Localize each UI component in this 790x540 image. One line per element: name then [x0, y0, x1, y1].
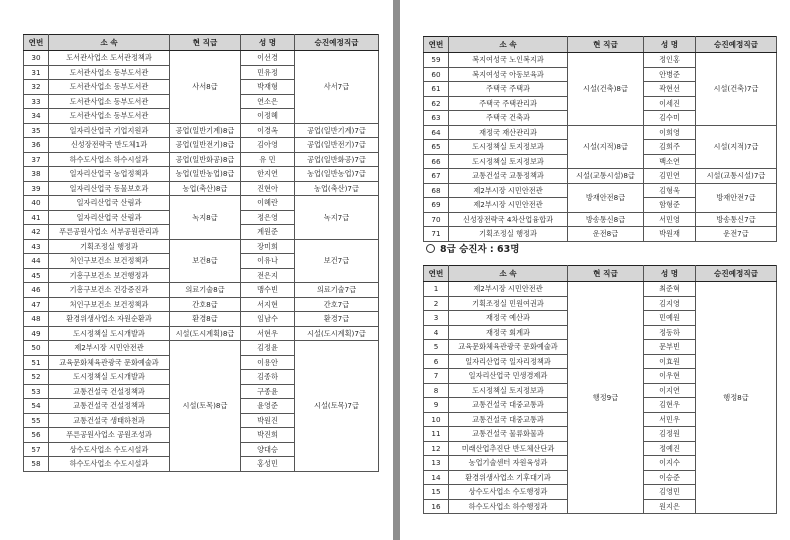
row-name: 진현아 — [241, 181, 295, 196]
target-grade-cell: 시설(교통시설)7급 — [696, 169, 777, 184]
row-name: 이지연 — [644, 383, 696, 398]
header-name: 성 명 — [241, 35, 295, 51]
target-grade-cell: 간호7급 — [295, 297, 379, 312]
row-department: 도서관사업소 동부도서관 — [49, 94, 170, 109]
table-row — [424, 212, 777, 227]
row-name: 김지영 — [644, 296, 696, 311]
row-department: 교육문화체육관광국 문화예술과 — [49, 355, 170, 370]
section-heading — [426, 241, 519, 255]
current-grade-cell: 공업(일반화공)8급 — [170, 152, 241, 167]
row-name: 최준혁 — [644, 282, 696, 297]
row-name: 안병준 — [644, 67, 696, 82]
row-department: 도시정책실 도시개발과 — [49, 370, 170, 385]
row-department: 일자리산업국 산림과 — [49, 210, 170, 225]
row-number: 48 — [24, 312, 49, 327]
section-title: 8급 승진자 : 63명 — [440, 244, 520, 255]
right-table — [423, 36, 777, 242]
row-name: 서현우 — [241, 326, 295, 341]
row-number: 64 — [424, 125, 449, 140]
target-grade-cell: 공업(일반기계)7급 — [295, 123, 379, 138]
header-name: 성 명 — [644, 266, 696, 282]
row-department: 주택국 주택과 — [449, 82, 568, 97]
row-number: 32 — [24, 80, 49, 95]
row-department: 도시정책실 토지정보과 — [449, 140, 568, 155]
row-department: 상수도사업소 수도시설과 — [49, 442, 170, 457]
current-grade-cell: 의료기술8급 — [170, 283, 241, 298]
table-row — [24, 152, 379, 167]
table-row — [24, 239, 379, 254]
current-grade-cell: 시설(토목)8급 — [170, 341, 241, 472]
table-row — [24, 341, 379, 356]
row-name: 이용안 — [241, 355, 295, 370]
row-name: 정은영 — [241, 210, 295, 225]
row-number: 6 — [424, 354, 449, 369]
row-number: 1 — [424, 282, 449, 297]
header-no: 연번 — [424, 37, 449, 53]
row-name: 김종하 — [241, 370, 295, 385]
row-department: 하수도사업소 하수행정과 — [449, 499, 568, 514]
row-department: 도서관사업소 동부도서관 — [49, 65, 170, 80]
row-department: 푸른공원사업소 서부공원관리과 — [49, 225, 170, 240]
row-name: 김정원 — [644, 427, 696, 442]
row-number: 30 — [24, 51, 49, 66]
current-grade-cell: 시설(건축)8급 — [568, 53, 644, 126]
row-number: 36 — [24, 138, 49, 153]
header-current-grade: 현 직급 — [170, 35, 241, 51]
current-grade-cell: 시설(지적)8급 — [568, 125, 644, 169]
row-department: 기획조정실 민원여권과 — [449, 296, 568, 311]
row-number: 58 — [24, 457, 49, 472]
target-grade-cell: 방송통신7급 — [696, 212, 777, 227]
table-row — [24, 123, 379, 138]
row-number: 40 — [24, 196, 49, 211]
row-number: 69 — [424, 198, 449, 213]
current-grade-cell: 농업(축산)8급 — [170, 181, 241, 196]
row-number: 41 — [24, 210, 49, 225]
row-name: 서지현 — [241, 297, 295, 312]
table-row — [424, 125, 777, 140]
row-department: 일자리산업국 민생경제과 — [449, 369, 568, 384]
row-number: 53 — [24, 384, 49, 399]
row-number: 51 — [24, 355, 49, 370]
row-number: 62 — [424, 96, 449, 111]
row-department: 처인구보건소 보건정책과 — [49, 254, 170, 269]
row-number: 49 — [24, 326, 49, 341]
row-name: 민예원 — [644, 311, 696, 326]
row-department: 교통건설국 생태하천과 — [49, 413, 170, 428]
row-name: 김형욱 — [644, 183, 696, 198]
row-name: 이지수 — [644, 456, 696, 471]
row-name: 한지연 — [241, 167, 295, 182]
row-name: 정인홍 — [644, 53, 696, 68]
header-target-grade: 승진예정직급 — [696, 37, 777, 53]
current-grade-cell: 사서8급 — [170, 51, 241, 124]
row-number: 35 — [24, 123, 49, 138]
target-grade-cell: 공업(일반전기)7급 — [295, 138, 379, 153]
row-department: 주택국 주택관리과 — [449, 96, 568, 111]
row-number: 9 — [424, 398, 449, 413]
table-row — [24, 283, 379, 298]
row-number: 16 — [424, 499, 449, 514]
row-number: 43 — [24, 239, 49, 254]
row-department: 교통건설국 대중교통과 — [449, 398, 568, 413]
current-grade-cell: 보건8급 — [170, 239, 241, 283]
row-department: 신성장전략국 반도체1과 — [49, 138, 170, 153]
row-name: 윤영준 — [241, 399, 295, 414]
row-department: 교통건설국 교통정책과 — [449, 169, 568, 184]
current-grade-cell: 시설(도시계획)8급 — [170, 326, 241, 341]
row-number: 65 — [424, 140, 449, 155]
row-name: 정예진 — [644, 441, 696, 456]
row-name: 이승준 — [644, 470, 696, 485]
row-department: 하수도사업소 수도시설과 — [49, 457, 170, 472]
header-no: 연번 — [24, 35, 49, 51]
row-department: 복지여성국 아동보육과 — [449, 67, 568, 82]
row-number: 33 — [24, 94, 49, 109]
row-name: 이유나 — [241, 254, 295, 269]
row-name: 이희영 — [644, 125, 696, 140]
row-number: 13 — [424, 456, 449, 471]
row-name: 장미희 — [241, 239, 295, 254]
row-number: 52 — [24, 370, 49, 385]
left-page — [0, 0, 393, 540]
table-row — [24, 51, 379, 66]
row-number: 14 — [424, 470, 449, 485]
row-department: 재정국 예산과 — [449, 311, 568, 326]
row-name: 김민연 — [644, 169, 696, 184]
row-number: 57 — [24, 442, 49, 457]
target-grade-cell: 농업(축산)7급 — [295, 181, 379, 196]
target-grade-cell: 녹지7급 — [295, 196, 379, 240]
row-name: 박재형 — [241, 80, 295, 95]
row-number: 46 — [24, 283, 49, 298]
row-department: 교육문화체육관광국 문화예술과 — [449, 340, 568, 355]
row-number: 60 — [424, 67, 449, 82]
current-grade-cell: 농업(일반농업)8급 — [170, 167, 241, 182]
header-current-grade: 현 직급 — [568, 266, 644, 282]
row-name: 백소연 — [644, 154, 696, 169]
row-department: 상수도사업소 수도행정과 — [449, 485, 568, 500]
row-number: 10 — [424, 412, 449, 427]
row-department: 교통건설국 물류화물과 — [449, 427, 568, 442]
row-name: 곽현선 — [644, 82, 696, 97]
row-department: 기흥구보건소 건강증진과 — [49, 283, 170, 298]
row-number: 68 — [424, 183, 449, 198]
row-name: 맹수빈 — [241, 283, 295, 298]
current-grade-cell: 공업(일반전기)8급 — [170, 138, 241, 153]
row-department: 제2부시장 시민안전관 — [49, 341, 170, 356]
target-grade-cell: 방재안전7급 — [696, 183, 777, 212]
row-department: 일자리산업국 기업지원과 — [49, 123, 170, 138]
grade8-table — [423, 265, 777, 514]
row-name: 전은지 — [241, 268, 295, 283]
row-number: 34 — [24, 109, 49, 124]
row-name: 김영민 — [644, 485, 696, 500]
row-number: 61 — [424, 82, 449, 97]
table-header — [24, 35, 379, 51]
row-number: 15 — [424, 485, 449, 500]
row-number: 5 — [424, 340, 449, 355]
current-grade-cell: 시설(교통시설)8급 — [568, 169, 644, 184]
row-number: 8 — [424, 383, 449, 398]
row-number: 71 — [424, 227, 449, 242]
current-grade-cell: 방재안전8급 — [568, 183, 644, 212]
row-number: 39 — [24, 181, 49, 196]
row-number: 7 — [424, 369, 449, 384]
row-department: 환경위생사업소 자원순환과 — [49, 312, 170, 327]
row-number: 44 — [24, 254, 49, 269]
row-name: 유 민 — [241, 152, 295, 167]
row-number: 54 — [24, 399, 49, 414]
row-department: 기흥구보건소 보건행정과 — [49, 268, 170, 283]
table-row — [24, 181, 379, 196]
target-grade-cell: 시설(건축)7급 — [696, 53, 777, 126]
row-department: 기획조정실 행정과 — [49, 239, 170, 254]
left-table-body — [24, 51, 379, 472]
row-department: 일자리산업국 농업정책과 — [49, 167, 170, 182]
row-department: 도시정책실 토지정보과 — [449, 154, 568, 169]
target-grade-cell: 시설(지적)7급 — [696, 125, 777, 169]
current-grade-cell: 간호8급 — [170, 297, 241, 312]
row-department: 일자리산업국 산림과 — [49, 196, 170, 211]
table-row — [424, 169, 777, 184]
row-name: 김정윤 — [241, 341, 295, 356]
row-department: 도시정책실 도시개발과 — [49, 326, 170, 341]
target-grade-cell: 시설(토목)7급 — [295, 341, 379, 472]
row-name: 함형준 — [644, 198, 696, 213]
row-name: 이혜란 — [241, 196, 295, 211]
row-number: 56 — [24, 428, 49, 443]
row-name: 이우현 — [644, 369, 696, 384]
row-name: 김수미 — [644, 111, 696, 126]
row-name: 이경옥 — [241, 123, 295, 138]
table-row — [24, 196, 379, 211]
row-department: 재정국 재산관리과 — [449, 125, 568, 140]
row-number: 45 — [24, 268, 49, 283]
row-name: 이선경 — [241, 51, 295, 66]
circle-bullet-icon — [426, 244, 435, 253]
current-grade-cell: 행정9급 — [568, 282, 644, 514]
row-name: 민유정 — [241, 65, 295, 80]
row-department: 미래산업추진단 반도체산단과 — [449, 441, 568, 456]
row-name: 정동하 — [644, 325, 696, 340]
row-name: 문부빈 — [644, 340, 696, 355]
row-name: 이세진 — [644, 96, 696, 111]
row-name: 김아영 — [241, 138, 295, 153]
row-department: 복지여성국 노인복지과 — [449, 53, 568, 68]
header-dept: 소 속 — [449, 37, 568, 53]
row-department: 기획조정실 행정과 — [449, 227, 568, 242]
target-grade-cell: 운전7급 — [696, 227, 777, 242]
header-name: 성 명 — [644, 37, 696, 53]
table-row — [24, 167, 379, 182]
row-number: 2 — [424, 296, 449, 311]
row-number: 11 — [424, 427, 449, 442]
header-dept: 소 속 — [49, 35, 170, 51]
row-name: 김희주 — [644, 140, 696, 155]
row-name: 박원진 — [241, 413, 295, 428]
row-department: 도서관사업소 도서관정책과 — [49, 51, 170, 66]
row-number: 70 — [424, 212, 449, 227]
current-grade-cell: 환경8급 — [170, 312, 241, 327]
row-name: 계원준 — [241, 225, 295, 240]
table-row — [424, 282, 777, 297]
row-department: 도서관사업소 동부도서관 — [49, 109, 170, 124]
row-department: 농업기술센터 자원육성과 — [449, 456, 568, 471]
current-grade-cell: 운전8급 — [568, 227, 644, 242]
right-table-body — [424, 53, 777, 242]
table-row — [424, 183, 777, 198]
row-department: 제2부시장 시민안전관 — [449, 282, 568, 297]
row-department: 교통건설국 대중교통과 — [449, 412, 568, 427]
row-department: 푸른공원사업소 공원조성과 — [49, 428, 170, 443]
table-row — [24, 326, 379, 341]
header-current-grade: 현 직급 — [568, 37, 644, 53]
row-name: 원지은 — [644, 499, 696, 514]
row-department: 일자리산업국 일자리정책과 — [449, 354, 568, 369]
target-grade-cell: 농업(일반농업)7급 — [295, 167, 379, 182]
row-number: 47 — [24, 297, 49, 312]
row-number: 37 — [24, 152, 49, 167]
row-number: 59 — [424, 53, 449, 68]
row-department: 하수도사업소 하수시설과 — [49, 152, 170, 167]
row-number: 63 — [424, 111, 449, 126]
row-department: 주택국 건축과 — [449, 111, 568, 126]
target-grade-cell: 시설(도시계획)7급 — [295, 326, 379, 341]
row-department: 도서관사업소 동부도서관 — [49, 80, 170, 95]
row-number: 42 — [24, 225, 49, 240]
header-target-grade: 승진예정직급 — [295, 35, 379, 51]
row-number: 50 — [24, 341, 49, 356]
row-department: 재정국 회계과 — [449, 325, 568, 340]
row-name: 구종윤 — [241, 384, 295, 399]
table-header — [424, 266, 777, 282]
row-name: 서민영 — [644, 212, 696, 227]
row-name: 홍성민 — [241, 457, 295, 472]
table-row — [424, 227, 777, 242]
table-row — [24, 297, 379, 312]
row-number: 38 — [24, 167, 49, 182]
row-department: 환경위생사업소 기후대기과 — [449, 470, 568, 485]
row-department: 제2부시장 시민안전관 — [449, 198, 568, 213]
row-department: 교통건설국 건설정책과 — [49, 399, 170, 414]
current-grade-cell: 공업(일반기계)8급 — [170, 123, 241, 138]
target-grade-cell: 공업(일반화공)7급 — [295, 152, 379, 167]
table-row — [24, 138, 379, 153]
row-name: 양대승 — [241, 442, 295, 457]
target-grade-cell: 환경7급 — [295, 312, 379, 327]
row-department: 교통건설국 건설정책과 — [49, 384, 170, 399]
row-department: 제2부시장 시민안전관 — [449, 183, 568, 198]
table-row — [424, 53, 777, 68]
left-table — [23, 34, 379, 472]
row-department: 일자리산업국 동물보호과 — [49, 181, 170, 196]
grade8-table-body — [424, 282, 777, 514]
row-number: 12 — [424, 441, 449, 456]
header-target-grade: 승진예정직급 — [696, 266, 777, 282]
target-grade-cell: 의료기술7급 — [295, 283, 379, 298]
row-number: 3 — [424, 311, 449, 326]
header-dept: 소 속 — [449, 266, 568, 282]
target-grade-cell: 사서7급 — [295, 51, 379, 124]
table-header — [424, 37, 777, 53]
row-department: 처인구보건소 보건정책과 — [49, 297, 170, 312]
row-number: 31 — [24, 65, 49, 80]
row-department: 신성장전략국 4차산업융합과 — [449, 212, 568, 227]
row-name: 박원재 — [644, 227, 696, 242]
right-page — [400, 0, 790, 540]
row-name: 임남수 — [241, 312, 295, 327]
table-row — [24, 312, 379, 327]
row-name: 서민우 — [644, 412, 696, 427]
row-number: 66 — [424, 154, 449, 169]
current-grade-cell: 방송통신8급 — [568, 212, 644, 227]
row-name: 김현우 — [644, 398, 696, 413]
row-name: 박진희 — [241, 428, 295, 443]
row-number: 55 — [24, 413, 49, 428]
row-name: 연소은 — [241, 94, 295, 109]
target-grade-cell: 보건7급 — [295, 239, 379, 283]
row-name: 이정혜 — [241, 109, 295, 124]
row-department: 도시정책실 토지정보과 — [449, 383, 568, 398]
row-name: 이효원 — [644, 354, 696, 369]
row-number: 4 — [424, 325, 449, 340]
current-grade-cell: 녹지8급 — [170, 196, 241, 240]
row-number: 67 — [424, 169, 449, 184]
target-grade-cell: 행정8급 — [696, 282, 777, 514]
header-no: 연번 — [424, 266, 449, 282]
